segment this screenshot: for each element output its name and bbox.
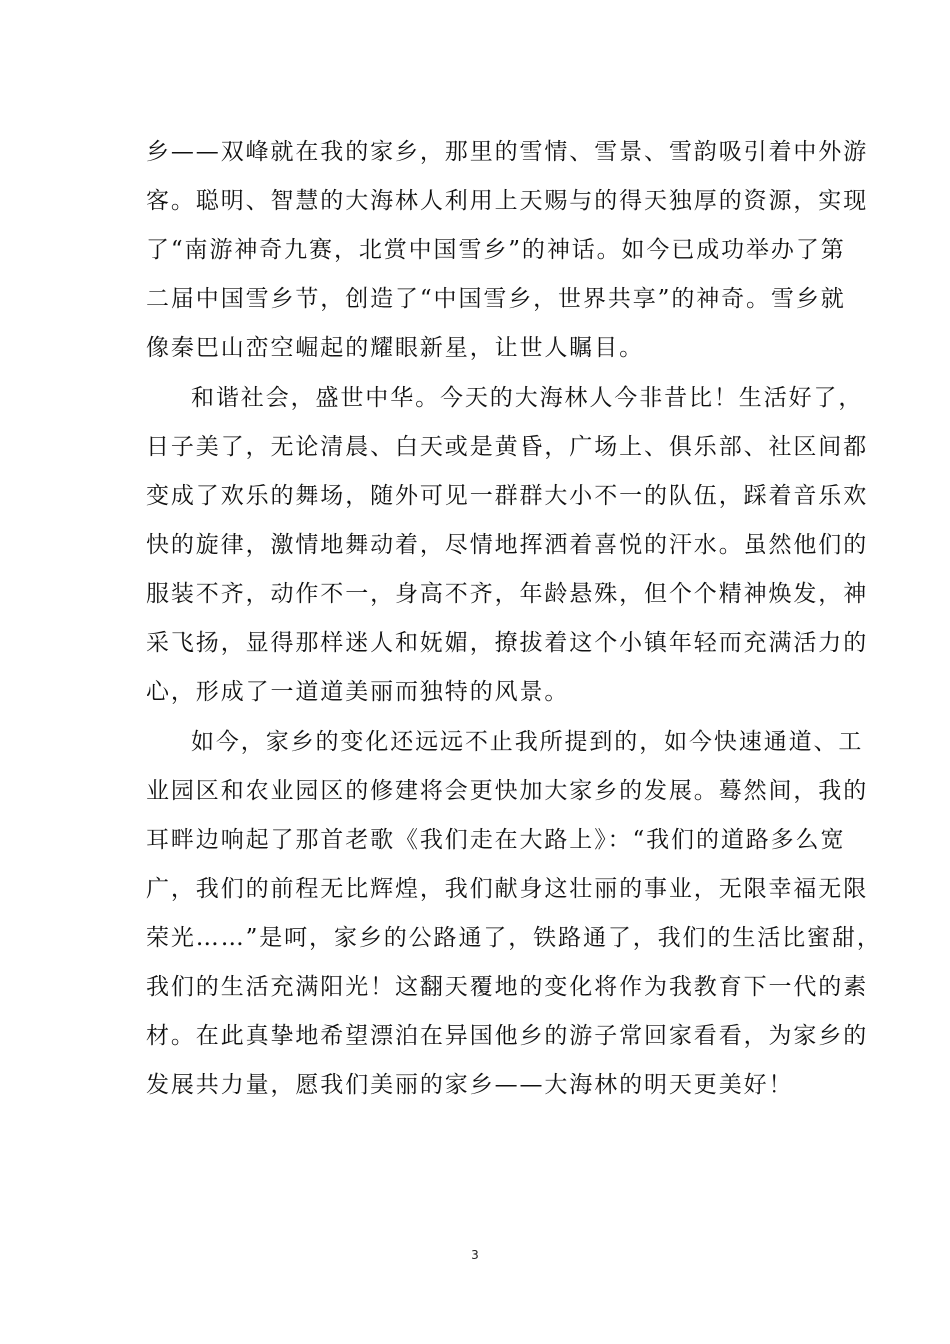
- text-line: 像秦巴山峦空崛起的耀眼新星，让世人瞩目。: [146, 335, 644, 361]
- text-line: 业园区和农业园区的修建将会更快加大家乡的发展。蓦然间，我的: [146, 778, 869, 804]
- text-line: 广，我们的前程无比辉煌，我们献身这壮丽的事业，无限幸福无限: [146, 876, 869, 902]
- text-line: 变成了欢乐的舞场，随外可见一群群大小不一的队伍，踩着音乐欢: [146, 483, 869, 509]
- text-line: 服装不齐，动作不一，身高不齐，年龄悬殊，但个个精神焕发，神: [146, 581, 869, 607]
- text-line: 心，形成了一道道美丽而独特的风景。: [146, 679, 570, 705]
- paragraph-first-line: 如今，家乡的变化还远远不止我所提到的，如今快速通道、工: [191, 729, 864, 755]
- text-line: 客。聪明、智慧的大海林人利用上天赐与的得天独厚的资源，实现: [146, 188, 869, 214]
- text-line: 了“南游神奇九赛，北赏中国雪乡”的神话。如今已成功举办了第: [146, 237, 846, 263]
- text-line: 二届中国雪乡节，创造了“中国雪乡，世界共享”的神奇。雪乡就: [146, 286, 846, 312]
- text-line: 材。在此真挚地希望漂泊在异国他乡的游子常回家看看，为家乡的: [146, 1023, 869, 1049]
- paragraph-first-line: 和谐社会，盛世中华。今天的大海林人今非昔比！生活好了，: [191, 385, 864, 411]
- text-line: 耳畔边响起了那首老歌《我们走在大路上》：“我们的道路多么宽: [146, 827, 846, 853]
- text-line: 乡——双峰就在我的家乡，那里的雪情、雪景、雪韵吸引着中外游: [146, 139, 869, 165]
- page-number: 3: [471, 1248, 479, 1262]
- text-line: 快的旋律，激情地舞动着，尽情地挥洒着喜悦的汗水。虽然他们的: [146, 532, 869, 558]
- text-line: 采飞扬，显得那样迷人和妩媚，撩拔着这个小镇年轻而充满活力的: [146, 630, 869, 656]
- text-line: 日子美了，无论清晨、白天或是黄昏，广场上、俱乐部、社区间都: [146, 434, 869, 460]
- text-line: 我们的生活充满阳光！这翻天覆地的变化将作为我教育下一代的素: [146, 974, 869, 1000]
- text-line: 发展共力量，愿我们美丽的家乡——大海林的明天更美好！: [146, 1072, 794, 1098]
- text-line: 荣光……”是呵，家乡的公路通了，铁路通了，我们的生活比蜜甜，: [146, 925, 882, 951]
